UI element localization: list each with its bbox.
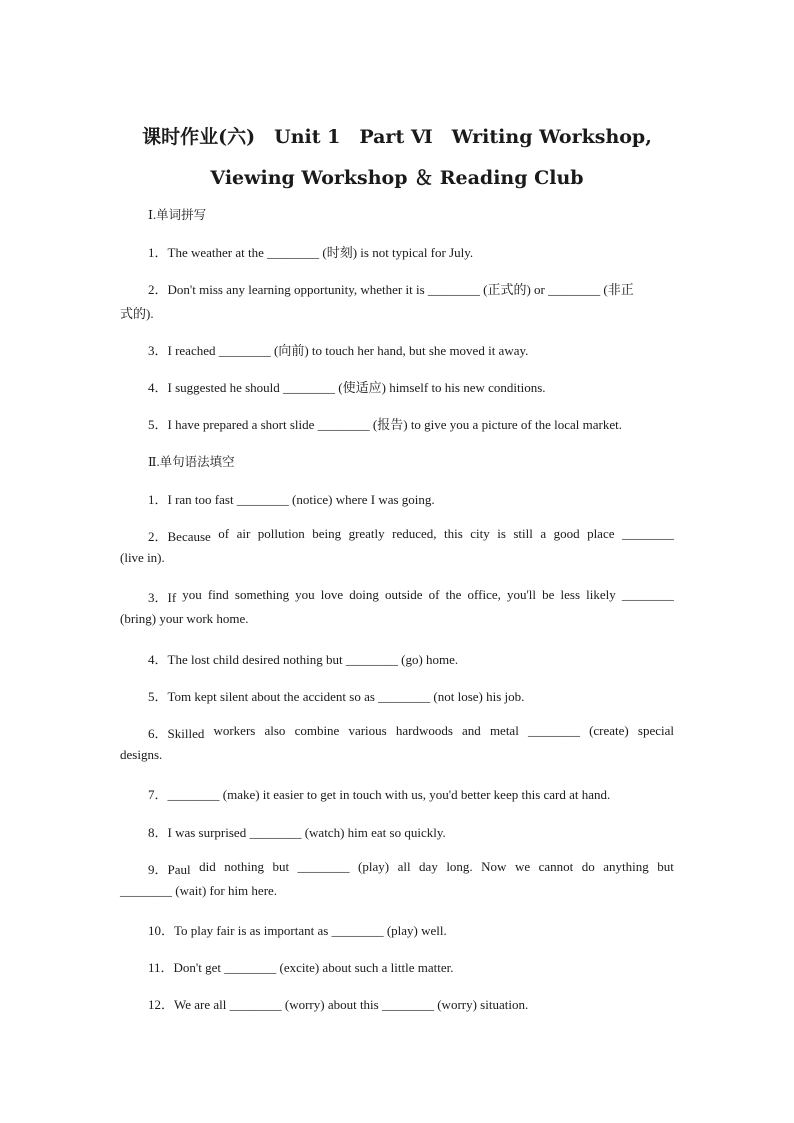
question-word: workers [213, 723, 256, 738]
question-word: good [553, 526, 580, 541]
s2-question-9 [148, 859, 674, 878]
s2-question-5: 5．Tom kept silent about the accident so as ________ (not lose) his job. [148, 689, 525, 704]
s1-question-1: 1．The weather at the ________ (时刻) is not typical for July. [148, 245, 474, 260]
question-word: you [182, 587, 202, 602]
question-word: likely [586, 587, 616, 602]
question-word: love [320, 587, 344, 602]
s2-question-8: 8．I was surprised ________ (watch) him eat so quickly. [148, 825, 446, 840]
question-word: (play) [358, 859, 390, 874]
question-word: of [428, 587, 440, 602]
question-word: is [497, 526, 506, 541]
s1-question-5: 5．I have prepared a short slide ________ (报告) to give you a picture of the local market. [148, 417, 622, 432]
s2-question-6-cont: designs. [120, 747, 163, 762]
question-word: still [513, 526, 533, 541]
question-word: do [581, 859, 595, 874]
question-word: find [207, 587, 229, 602]
question-word: city [470, 526, 490, 541]
question-word: you'll [506, 587, 537, 602]
question-word: anything [603, 859, 649, 874]
question-word: be [542, 587, 555, 602]
s2-question-3-cont: (bring) your work home. [120, 611, 249, 626]
question-word: (create) [589, 723, 629, 738]
question-word: place [587, 526, 615, 541]
question-word: but [272, 859, 290, 874]
section2-heading: Ⅱ.单句语法填空 [148, 455, 235, 469]
question-word: but [657, 859, 674, 874]
question-word: hardwoods [395, 723, 453, 738]
question-word: special [637, 723, 674, 738]
question-word: 3．If [148, 590, 177, 605]
question-word: pollution [257, 526, 305, 541]
question-word: combine [294, 723, 340, 738]
section1-heading: Ⅰ.单词拼写 [148, 208, 207, 222]
s2-question-2 [148, 526, 674, 545]
s2-question-7: 7．________ (make) it easier to get in touch with us, you'd better keep this card at hand. [148, 787, 611, 802]
question-word: 9．Paul [148, 862, 191, 877]
question-word: all [397, 859, 411, 874]
question-word: nothing [224, 859, 264, 874]
question-word: and [462, 723, 481, 738]
question-word: metal [489, 723, 519, 738]
question-word: the [445, 587, 462, 602]
s2-question-12: 12．We are all ________ (worry) about this ________ (worry) situation. [148, 997, 529, 1012]
question-word: 6．Skilled [148, 726, 205, 741]
s1-question-4: 4．I suggested he should ________ (使适应) himself to his new conditions. [148, 380, 546, 395]
question-word: air [236, 526, 251, 541]
question-word: ________ [297, 859, 350, 874]
s2-question-6 [148, 723, 674, 742]
question-word: did [199, 859, 216, 874]
s1-question-2: 2．Don't miss any learning opportunity, whether it is ________ (正式的) or ________ (非正 [148, 282, 634, 297]
question-word: being [312, 526, 342, 541]
question-word: office, [467, 587, 501, 602]
question-word: Now [481, 859, 507, 874]
s1-question-2-cont: 式的). [120, 306, 154, 321]
s2-question-11: 11．Don't get ________ (excite) about such a little matter. [148, 960, 454, 975]
question-word: you [295, 587, 315, 602]
page-title-line2: Viewing Workshop ＆ Reading Club [210, 167, 584, 189]
s2-question-3 [148, 587, 674, 606]
s2-question-4: 4．The lost child desired nothing but ________ (go) home. [148, 652, 459, 667]
question-word: less [560, 587, 581, 602]
question-word: doing [349, 587, 379, 602]
question-word: ________ [621, 526, 674, 541]
s2-question-2-cont: (live in). [120, 550, 165, 565]
question-word: greatly [348, 526, 385, 541]
question-word: something [234, 587, 290, 602]
question-word: reduced, [392, 526, 437, 541]
s2-question-10: 10．To play fair is as important as ________ (play) well. [148, 923, 447, 938]
question-word: we [514, 859, 531, 874]
question-word: a [540, 526, 547, 541]
question-word: of [218, 526, 230, 541]
page-title-line1: 课时作业(六) Unit 1 Part Ⅵ Writing Workshop, [142, 126, 652, 148]
question-word: 2．Because [148, 529, 211, 544]
question-word: day [419, 859, 438, 874]
question-word: various [348, 723, 387, 738]
question-word: cannot [538, 859, 574, 874]
s2-question-1: 1．I ran too fast ________ (notice) where I was going. [148, 492, 435, 507]
question-word: this [443, 526, 463, 541]
s1-question-3: 3．I reached ________ (向前) to touch her hand, but she moved it away. [148, 343, 529, 358]
question-word: ________ [527, 723, 580, 738]
question-word: long. [446, 859, 473, 874]
question-word: outside [384, 587, 423, 602]
question-word: also [264, 723, 286, 738]
s2-question-9-cont: ________ (wait) for him here. [120, 883, 278, 898]
question-word: ________ [621, 587, 674, 602]
